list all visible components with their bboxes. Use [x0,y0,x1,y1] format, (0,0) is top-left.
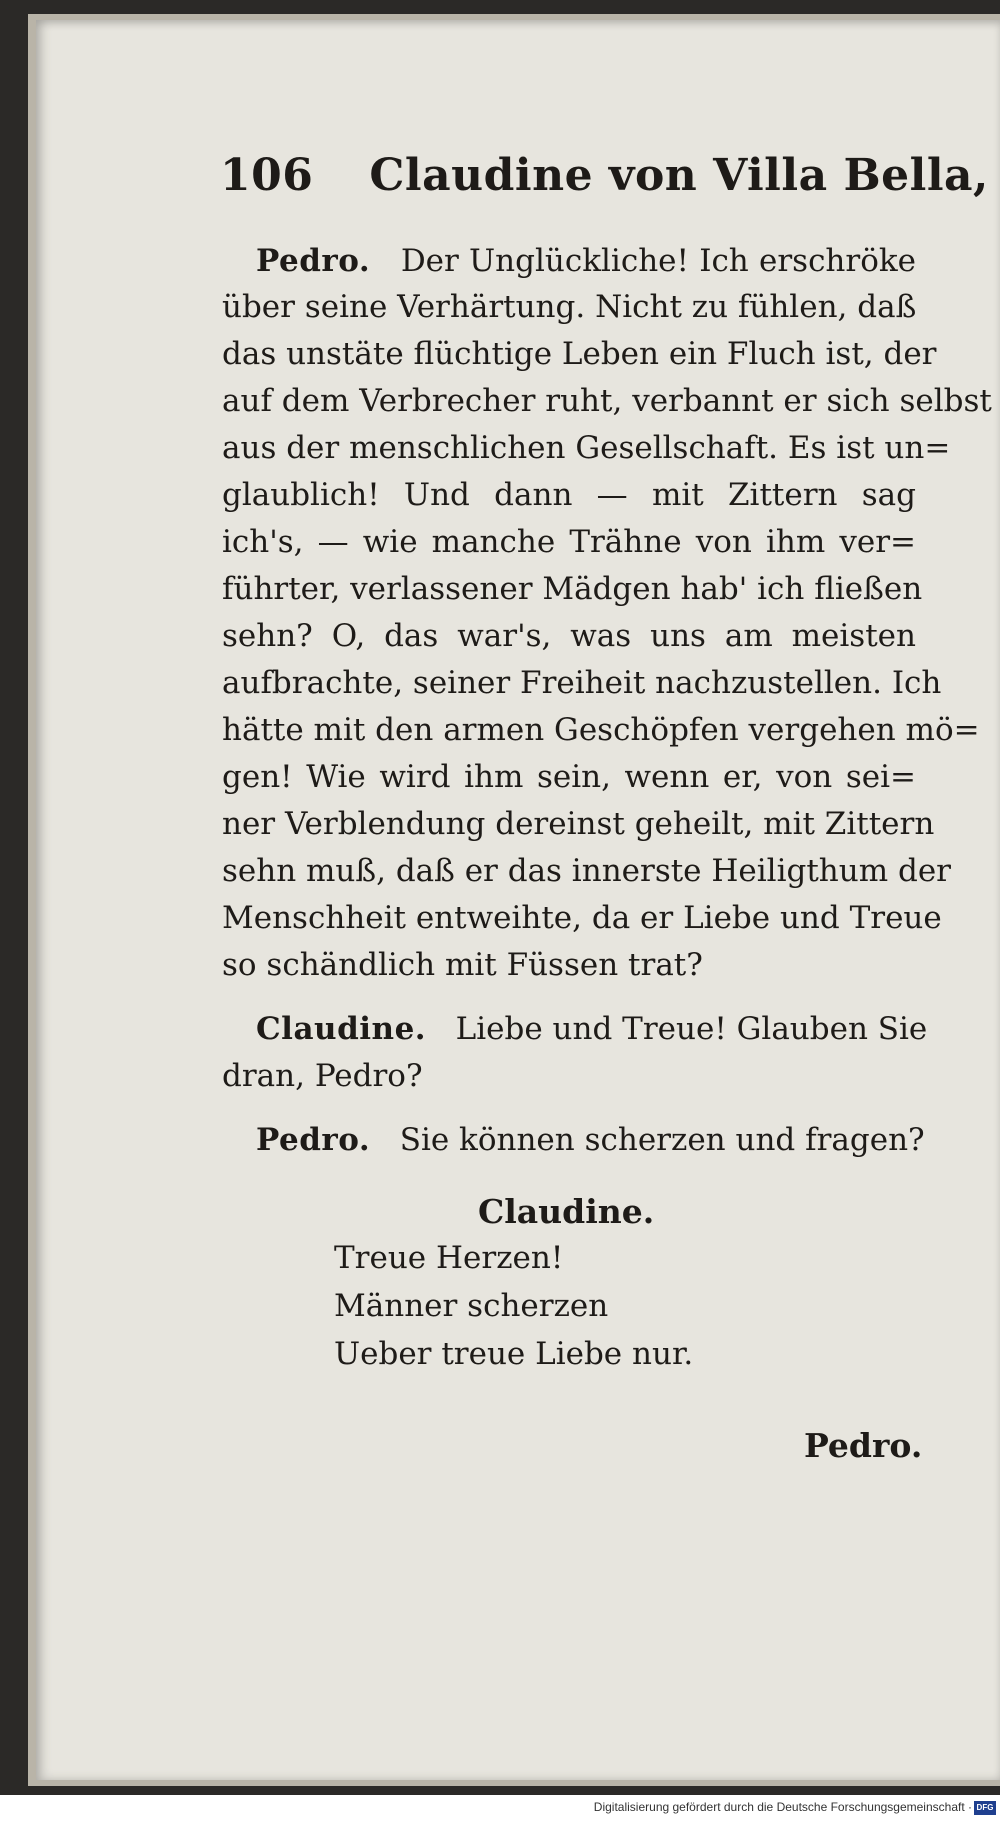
text-line: aufbrachte, seiner Freiheit nachzustellen. Ich [222,665,942,701]
page-number: 106 [220,150,314,201]
speaker-name: Pedro. [256,243,371,279]
text-line: sehn muß, daß er das innerste Heiligthum der [222,853,951,889]
text-line: dran, Pedro? [222,1058,423,1094]
dfg-logo: DFG [974,1801,996,1815]
text-line [256,1117,925,1163]
speaker-name: Pedro. [256,1122,371,1158]
running-head [220,150,989,201]
text-line: aus der menschlichen Gesellschaft. Es ist un= [222,430,951,466]
text-line: das unstäte flüchtige Leben ein Fluch ist, der [222,336,937,372]
footer-credit: Digitalisierung gefördert durch die Deutsche Forschungsgemeinschaft · [593,1800,972,1814]
text-line: hätte mit den armen Geschöpfen vergehen mö= [222,712,980,748]
text-line: ner Verblendung dereinst geheilt, mit Zittern [222,806,935,842]
text-line: gen! Wie wird ihm sein, wenn er, von sei= [222,759,916,795]
verse-line: Männer scherzen [334,1288,609,1324]
text-line: sehn? O, das war's, was uns am meisten [222,618,916,654]
verse-speaker: Claudine. [478,1192,655,1231]
digitization-footer [0,1795,1000,1822]
line-text: Der Unglückliche! Ich erschröke [400,243,917,279]
text-line: über seine Verhärtung. Nicht zu fühlen, daß [222,289,917,325]
speaker-name: Claudine. [256,1011,427,1047]
verse-line: Treue Herzen! [334,1240,564,1276]
text-line: so schändlich mit Füssen trat? [222,947,703,983]
text-line: auf dem Verbrecher ruht, verbannt er sich selbst [222,383,992,419]
line-text: Sie können scherzen und fragen? [399,1122,925,1158]
text-line: ich's, — wie manche Trähne von ihm ver= [222,524,916,560]
running-title: Claudine von Villa Bella, [369,150,989,201]
text-line [256,238,916,284]
line-text: Liebe und Treue! Glauben Sie [455,1011,928,1047]
text-line: führter, verlassener Mädgen hab' ich fließen [222,571,923,607]
text-line [256,1006,928,1052]
verse-line: Ueber treue Liebe nur. [334,1336,694,1372]
catchword: Pedro. [804,1426,923,1465]
text-line: Menschheit entweihte, da er Liebe und Treue [222,900,942,936]
text-line: glaublich! Und dann — mit Zittern sag [222,477,916,513]
